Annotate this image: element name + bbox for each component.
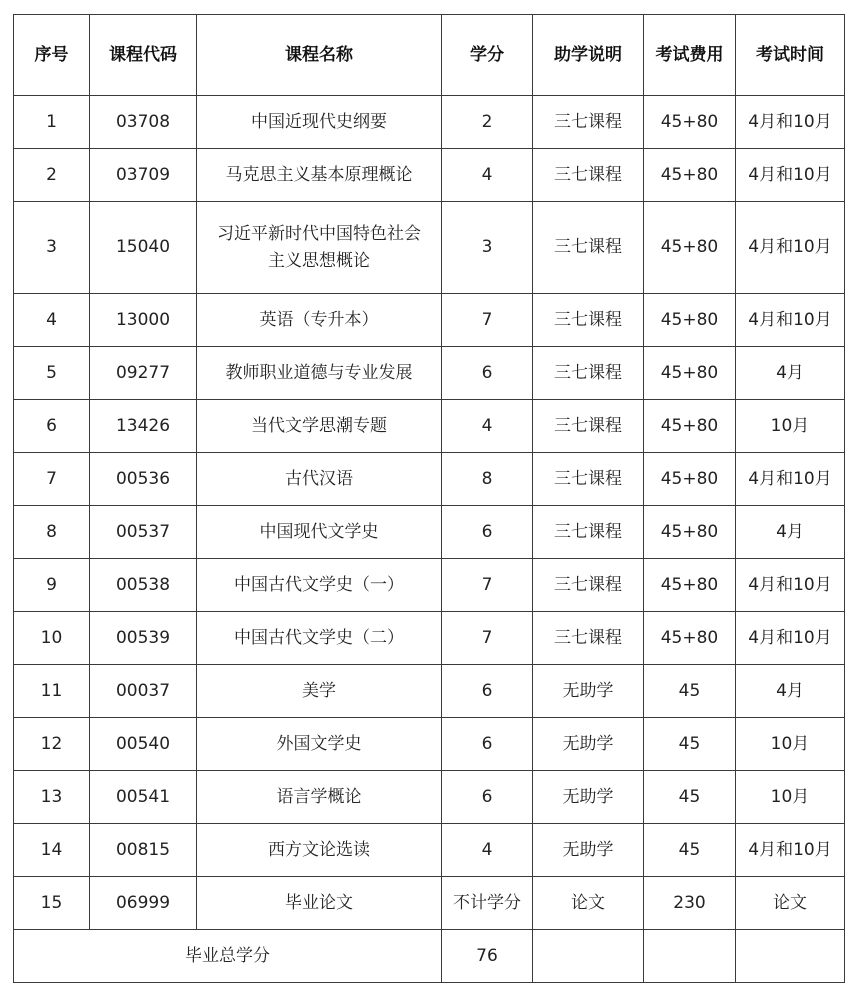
cell-credit: 4 (442, 149, 533, 202)
cell-name: 美学 (197, 665, 442, 718)
cell-name: 英语（专升本） (197, 294, 442, 347)
table-row (14, 718, 845, 771)
cell-no: 1 (14, 96, 90, 149)
cell-name: 中国现代文学史 (197, 506, 442, 559)
cell-name: 当代文学思潮专题 (197, 400, 442, 453)
cell-code: 00536 (90, 453, 197, 506)
cell-credit: 7 (442, 559, 533, 612)
table-row (14, 877, 845, 930)
cell-aid: 论文 (533, 877, 644, 930)
cell-time: 4月和10月 (736, 559, 845, 612)
cell-credit: 8 (442, 453, 533, 506)
cell-time: 4月和10月 (736, 202, 845, 294)
table-row (14, 202, 845, 294)
cell-aid: 无助学 (533, 718, 644, 771)
cell-code: 13000 (90, 294, 197, 347)
cell-credit: 6 (442, 718, 533, 771)
cell-name: 外国文学史 (197, 718, 442, 771)
cell-aid: 无助学 (533, 665, 644, 718)
cell-fee: 45+80 (644, 347, 736, 400)
cell-aid: 三七课程 (533, 612, 644, 665)
cell-code: 06999 (90, 877, 197, 930)
cell-name: 语言学概论 (197, 771, 442, 824)
cell-aid: 三七课程 (533, 294, 644, 347)
cell-name: 中国古代文学史（二） (197, 612, 442, 665)
cell-no: 10 (14, 612, 90, 665)
header-fee: 考试费用 (644, 15, 736, 96)
cell-time: 4月 (736, 347, 845, 400)
table-row (14, 771, 845, 824)
table-row (14, 559, 845, 612)
cell-aid: 三七课程 (533, 559, 644, 612)
cell-aid: 三七课程 (533, 149, 644, 202)
cell-no: 12 (14, 718, 90, 771)
table-row (14, 824, 845, 877)
total-row (14, 930, 845, 983)
cell-credit: 2 (442, 96, 533, 149)
cell-credit: 3 (442, 202, 533, 294)
cell-fee: 45+80 (644, 559, 736, 612)
cell-no: 11 (14, 665, 90, 718)
header-row (14, 15, 845, 96)
cell-time: 论文 (736, 877, 845, 930)
header-name: 课程名称 (197, 15, 442, 96)
cell-code: 03709 (90, 149, 197, 202)
cell-time: 4月和10月 (736, 149, 845, 202)
cell-code: 03708 (90, 96, 197, 149)
cell-fee: 45 (644, 771, 736, 824)
empty-cell (644, 930, 736, 983)
cell-time: 4月和10月 (736, 96, 845, 149)
cell-credit: 6 (442, 347, 533, 400)
cell-no: 3 (14, 202, 90, 294)
cell-code: 00540 (90, 718, 197, 771)
cell-name: 西方文论选读 (197, 824, 442, 877)
cell-fee: 45+80 (644, 400, 736, 453)
cell-fee: 45+80 (644, 202, 736, 294)
header-no: 序号 (14, 15, 90, 96)
cell-fee: 230 (644, 877, 736, 930)
cell-credit: 6 (442, 506, 533, 559)
cell-time: 10月 (736, 400, 845, 453)
cell-code: 00538 (90, 559, 197, 612)
table-row (14, 453, 845, 506)
cell-credit: 6 (442, 771, 533, 824)
cell-no: 5 (14, 347, 90, 400)
cell-no: 7 (14, 453, 90, 506)
cell-code: 00541 (90, 771, 197, 824)
cell-aid: 三七课程 (533, 202, 644, 294)
cell-credit: 不计学分 (442, 877, 533, 930)
cell-aid: 无助学 (533, 824, 644, 877)
cell-fee: 45 (644, 824, 736, 877)
cell-name: 教师职业道德与专业发展 (197, 347, 442, 400)
cell-name: 习近平新时代中国特色社会主义思想概论 (197, 202, 442, 294)
cell-code: 13426 (90, 400, 197, 453)
cell-fee: 45 (644, 718, 736, 771)
cell-no: 8 (14, 506, 90, 559)
total-label: 毕业总学分 (14, 930, 442, 983)
header-credit: 学分 (442, 15, 533, 96)
cell-time: 4月和10月 (736, 294, 845, 347)
cell-time: 4月和10月 (736, 453, 845, 506)
table-row (14, 347, 845, 400)
cell-no: 6 (14, 400, 90, 453)
cell-credit: 7 (442, 294, 533, 347)
cell-no: 15 (14, 877, 90, 930)
header-time: 考试时间 (736, 15, 845, 96)
cell-time: 4月 (736, 506, 845, 559)
cell-code: 00539 (90, 612, 197, 665)
cell-code: 15040 (90, 202, 197, 294)
cell-aid: 三七课程 (533, 506, 644, 559)
cell-name: 古代汉语 (197, 453, 442, 506)
cell-time: 4月和10月 (736, 612, 845, 665)
cell-code: 09277 (90, 347, 197, 400)
cell-credit: 6 (442, 665, 533, 718)
empty-cell (736, 930, 845, 983)
cell-time: 4月和10月 (736, 824, 845, 877)
cell-time: 10月 (736, 771, 845, 824)
cell-no: 14 (14, 824, 90, 877)
cell-aid: 三七课程 (533, 347, 644, 400)
cell-fee: 45+80 (644, 149, 736, 202)
cell-no: 2 (14, 149, 90, 202)
cell-fee: 45+80 (644, 294, 736, 347)
cell-name: 中国近现代史纲要 (197, 96, 442, 149)
cell-aid: 三七课程 (533, 453, 644, 506)
course-table (13, 14, 845, 983)
cell-name: 毕业论文 (197, 877, 442, 930)
cell-no: 13 (14, 771, 90, 824)
cell-credit: 4 (442, 400, 533, 453)
cell-fee: 45+80 (644, 506, 736, 559)
cell-fee: 45+80 (644, 612, 736, 665)
table-row (14, 665, 845, 718)
table-row (14, 506, 845, 559)
table-row (14, 96, 845, 149)
cell-code: 00815 (90, 824, 197, 877)
cell-code: 00537 (90, 506, 197, 559)
cell-fee: 45+80 (644, 453, 736, 506)
cell-time: 4月 (736, 665, 845, 718)
cell-no: 4 (14, 294, 90, 347)
empty-cell (533, 930, 644, 983)
cell-name: 马克思主义基本原理概论 (197, 149, 442, 202)
table-row (14, 612, 845, 665)
cell-code: 00037 (90, 665, 197, 718)
cell-fee: 45+80 (644, 96, 736, 149)
cell-time: 10月 (736, 718, 845, 771)
table-row (14, 400, 845, 453)
table-row (14, 149, 845, 202)
header-code: 课程代码 (90, 15, 197, 96)
cell-fee: 45 (644, 665, 736, 718)
header-aid: 助学说明 (533, 15, 644, 96)
cell-credit: 7 (442, 612, 533, 665)
total-credit: 76 (442, 930, 533, 983)
cell-aid: 三七课程 (533, 96, 644, 149)
cell-aid: 三七课程 (533, 400, 644, 453)
cell-aid: 无助学 (533, 771, 644, 824)
table-row (14, 294, 845, 347)
cell-name: 中国古代文学史（一） (197, 559, 442, 612)
cell-no: 9 (14, 559, 90, 612)
cell-credit: 4 (442, 824, 533, 877)
